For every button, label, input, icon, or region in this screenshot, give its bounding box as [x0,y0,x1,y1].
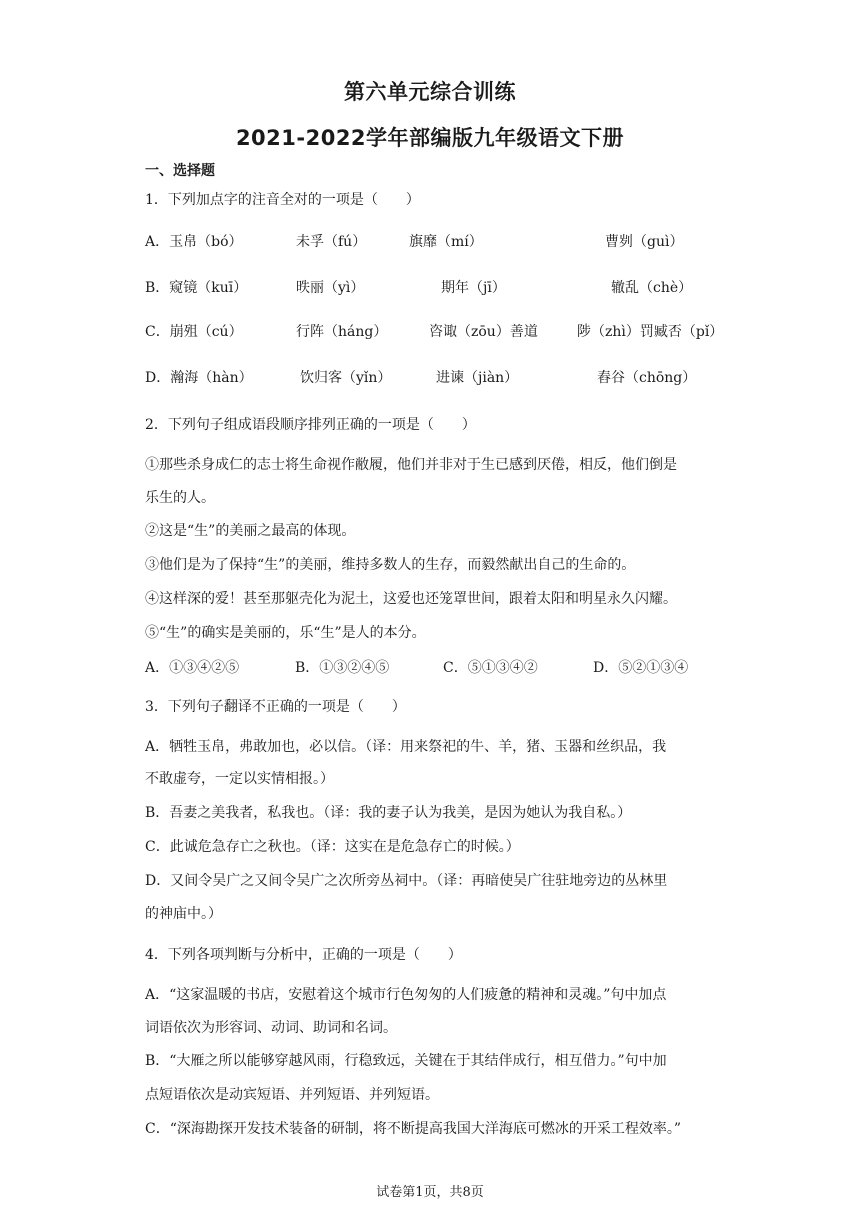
q1-a-item-4: 曹刿（guì） [605,234,684,250]
q2-line: ①那些杀身成仁的志士将生命视作敝履，他们并非对于生已感到厌倦，相反，他们倒是 [145,457,677,473]
q4-line: C．“深海勘探开发技术装备的研制，将不断提高我国大洋海底可燃冰的开采工程效率。” [145,1121,682,1137]
q1-c-item-1: C．崩殂（cú） [145,324,243,340]
q2-line: ②这是“生”的美丽之最高的体现。 [145,523,356,539]
q2-option-c: C．⑤①③④② [443,660,538,676]
section-heading: 一、选择题 [145,163,215,179]
q1-option-row-b [145,278,725,298]
q2-line: 乐生的人。 [145,490,215,506]
q1-b-item-2: 昳丽（yì） [296,280,365,296]
q1-a-item-3: 旗靡（mí） [409,234,483,250]
q1-option-row-a [145,232,725,252]
q1-stem: 1．下列加点字的注音全对的一项是（ ） [145,192,420,208]
q2-options [145,658,725,678]
q3-line: 的神庙中。） [145,906,222,922]
q1-d-item-4: 舂谷（chōng） [597,370,697,386]
q1-a-item-1: A．玉帛（bó） [145,234,243,250]
q3-line: B．吾妻之美我者，私我也。（译：我的妻子认为我美，是因为她认为我自私。） [145,805,632,821]
q4-stem: 4．下列各项判断与分析中，正确的一项是（ ） [145,947,462,963]
q3-line: 不敢虚夸，一定以实情相报。） [145,771,334,787]
q4-line: 词语依次为形容词、动词、助词和名词。 [145,1020,397,1036]
q1-a-item-2: 未孚（fú） [296,234,367,250]
q2-line: ④这样深的爱！甚至那躯壳化为泥土，这爱也还笼罩世间，跟着太阳和明星永久闪耀。 [145,591,677,607]
q2-line: ③他们是为了保持“生”的美丽，维持多数人的生存，而毅然献出自己的生命的。 [145,557,636,573]
q1-c-item-2: 行阵（háng） [296,324,388,340]
q1-b-item-4: 辙乱（chè） [611,280,693,296]
q1-c-item-3: 咨诹（zōu）善道 [429,324,538,340]
q2-line: ⑤“生”的确实是美丽的，乐“生”是人的本分。 [145,625,426,641]
q3-line: D．又间令吴广之又间令吴广之次所旁丛祠中。（译：再暗使吴广往驻地旁边的丛林里 [145,873,668,889]
q3-line: C．此诚危急存亡之秋也。（译：这实在是危急存亡的时候。） [145,839,520,855]
q2-option-b: B．①③②④⑤ [295,660,390,676]
q1-d-item-3: 进谏（jiàn） [436,370,519,386]
q4-line: 点短语依次是动宾短语、并列短语、并列短语。 [145,1087,439,1103]
doc-title: 第六单元综合训练 [344,80,516,104]
q1-c-item-4: 陟（zhì）罚臧否（pǐ） [577,324,724,340]
q3-stem: 3．下列句子翻译不正确的一项是（ ） [145,699,406,715]
q1-d-item-2: 饮归客（yǐn） [300,370,392,386]
q2-stem: 2．下列句子组成语段顺序排列正确的一项是（ ） [145,417,476,433]
q4-line: A．“这家温暖的书店，安慰着这个城市行色匆匆的人们疲惫的精神和灵魂。”句中加点 [145,987,667,1003]
q1-option-row-c [145,322,725,342]
q1-b-item-1: B．窥镜（kuī） [145,280,248,296]
q3-line: A．牺牲玉帛，弗敢加也，必以信。（译：用来祭祀的牛、羊，猪、玉器和丝织品，我 [145,739,667,755]
q2-option-d: D．⑤②①③④ [593,660,689,676]
q2-option-a: A．①③④②⑤ [145,660,240,676]
q1-b-item-3: 期年（jī） [441,280,506,296]
q4-line: B．“大雁之所以能够穿越风雨，行稳致远，关键在于其结伴成行，相互借力。”句中加 [145,1053,667,1069]
q1-option-row-d [145,368,725,388]
page-footer: 试卷第1页，共8页 [376,1185,484,1200]
doc-subtitle: 2021-2022学年部编版九年级语文下册 [235,126,625,150]
q1-d-item-1: D．瀚海（hàn） [145,370,253,386]
